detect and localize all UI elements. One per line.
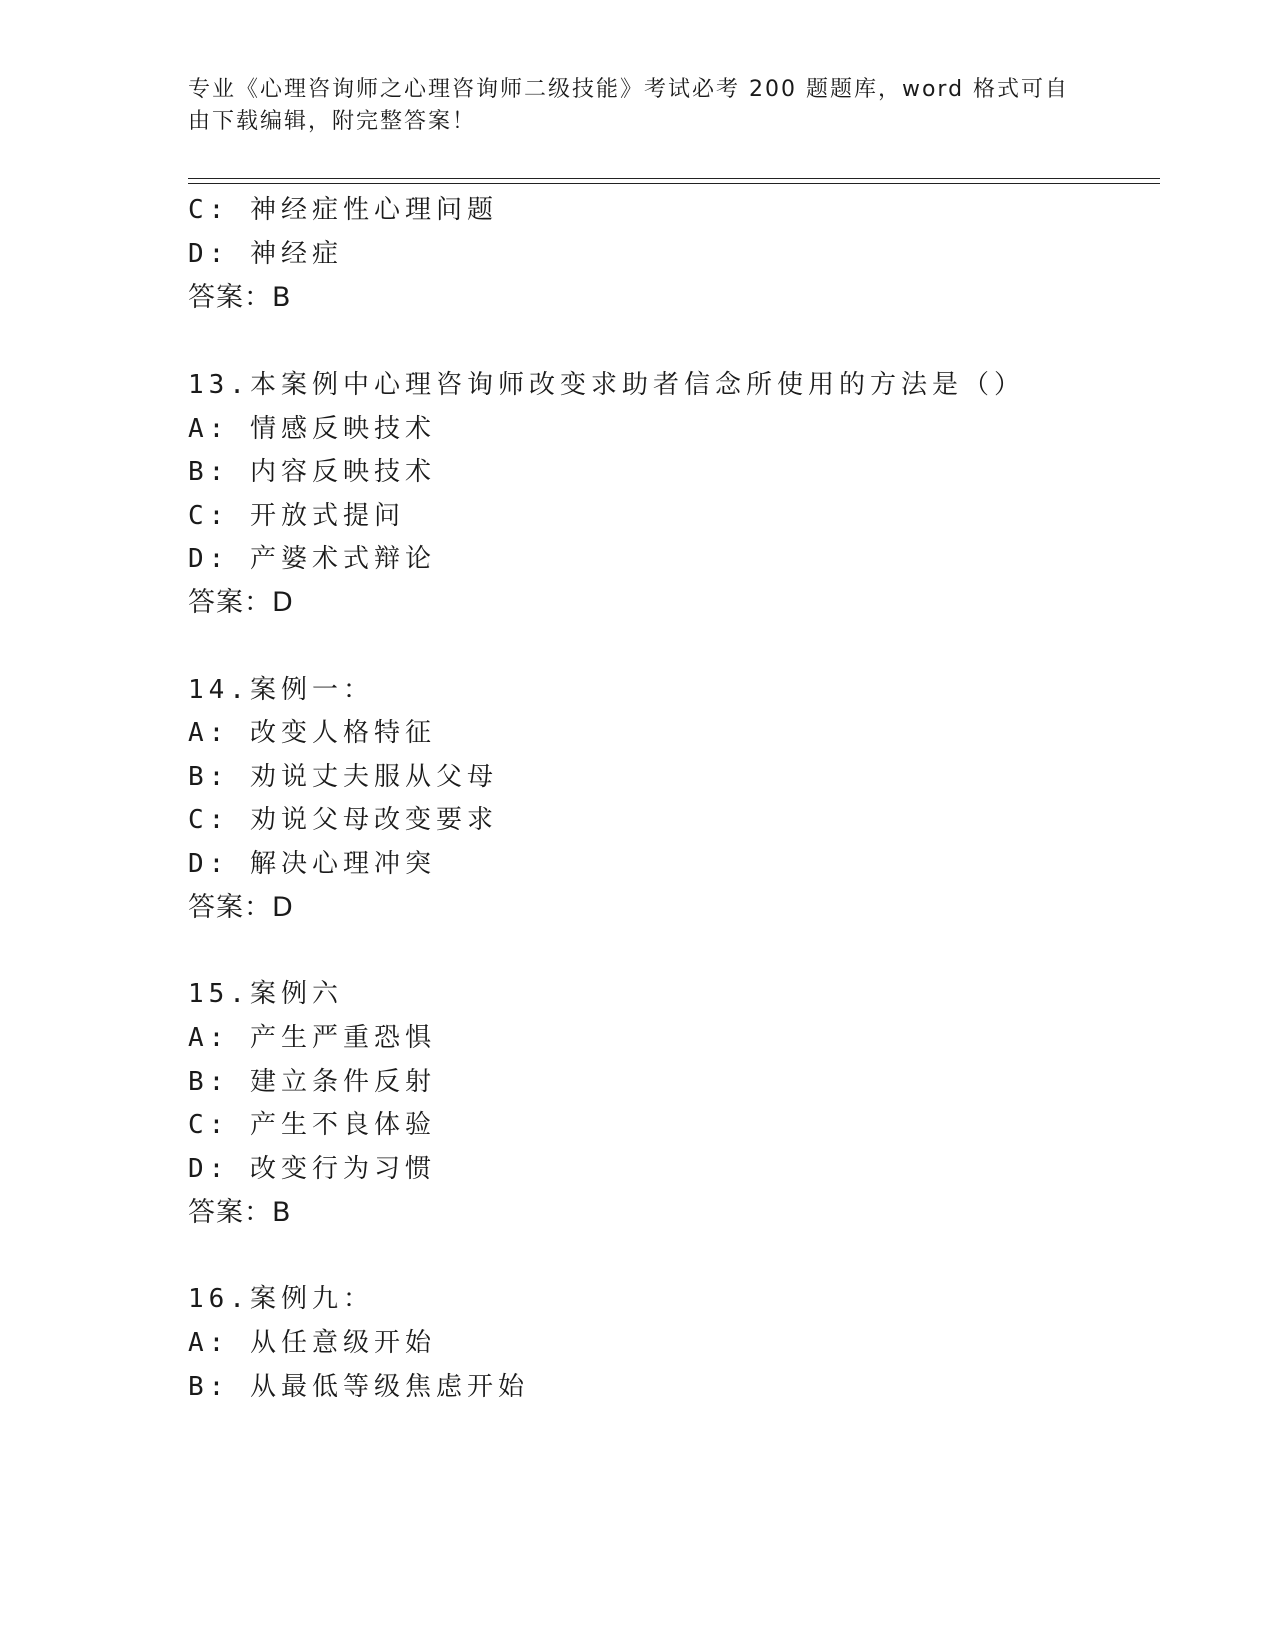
option-text: 神经症 [249,239,343,269]
option-b [188,760,498,794]
option-label: D: [188,239,230,269]
option-label: C: [188,195,230,225]
option-text: 神经症性心理问题 [249,195,498,225]
option-text: 劝说父母改变要求 [249,805,498,835]
option-text: 产生不良体验 [249,1110,436,1140]
option-c [188,1108,436,1142]
answer-line: 答案：B [188,1197,292,1228]
option-text: 从任意级开始 [249,1328,436,1358]
option-c [188,193,498,227]
option-a [188,1326,436,1360]
option-label: C: [188,1110,230,1140]
option-d [188,847,436,881]
question-stem: 14.案例一： [188,675,374,705]
question-stem: 15.案例六 [188,979,343,1009]
option-label: D: [188,1154,230,1184]
option-b [188,1370,529,1404]
option-label: B: [188,762,230,792]
option-b [188,455,436,489]
answer-line: 答案：D [188,587,294,618]
option-label: B: [188,1372,230,1402]
option-text: 情感反映技术 [249,414,436,444]
question-stem: 16.案例九： [188,1284,374,1314]
option-d [188,542,436,576]
option-label: C: [188,501,230,531]
option-text: 产婆术式辩论 [249,544,436,574]
option-text: 内容反映技术 [249,457,436,487]
option-c [188,499,405,533]
option-label: A: [188,1023,230,1053]
option-d [188,237,343,271]
question-stem: 13.本案例中心理咨询师改变求助者信念所使用的方法是（） [188,370,1025,400]
option-label: D: [188,849,230,879]
answer-line: 答案：D [188,892,294,923]
option-label: A: [188,718,230,748]
option-text: 建立条件反射 [249,1067,436,1097]
option-text: 改变人格特征 [249,718,436,748]
option-label: C: [188,805,230,835]
option-d [188,1152,436,1186]
answer-line: 答案：B [188,282,292,313]
option-text: 改变行为习惯 [249,1154,436,1184]
option-c [188,803,498,837]
header-line-2: 由下载编辑，附完整答案！ [188,109,477,134]
option-label: A: [188,1328,230,1358]
option-label: B: [188,1067,230,1097]
option-a [188,412,436,446]
option-label: B: [188,457,230,487]
option-b [188,1065,436,1099]
header-line-1: 专业《心理咨询师之心理咨询师二级技能》考试必考 200 题题库，word 格式可自 [188,77,1070,102]
option-label: D: [188,544,230,574]
option-label: A: [188,414,230,444]
option-text: 产生严重恐惧 [249,1023,436,1053]
option-text: 劝说丈夫服从父母 [249,762,498,792]
document-header [188,74,1088,138]
option-text: 开放式提问 [249,501,405,531]
option-a [188,716,436,750]
option-a [188,1021,436,1055]
option-text: 从最低等级焦虑开始 [249,1372,529,1402]
option-text: 解决心理冲突 [249,849,436,879]
header-divider-top [188,178,1160,179]
header-divider-bottom [188,183,1160,184]
